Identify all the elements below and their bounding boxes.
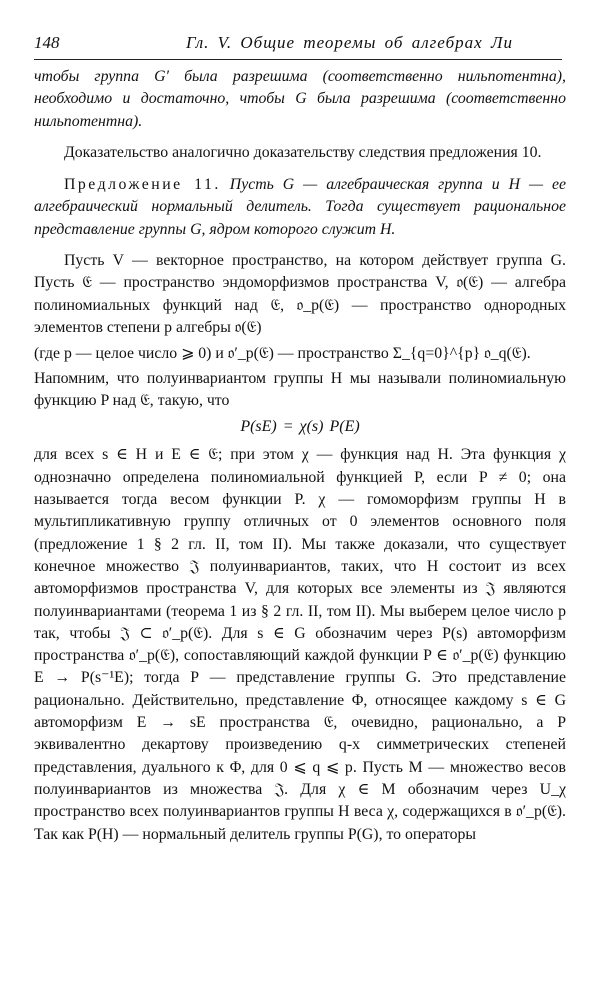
proposition-11 [34,174,566,241]
paragraph-semi-invariant: Напомним, что полуинвариантом группы H мы называли полиномиальную функцию P над 𝔈, такую, что [34,369,566,409]
paragraph-sum-definition: (где p — целое число ⩾ 0) и 𝔬′_p(𝔈) — пространство Σ_{q=0}^{p} 𝔬_q(𝔈). [34,345,531,363]
page-body [34,66,566,846]
paragraph-proof-setup: Пусть V — векторное пространство, на котором действует группа G. Пусть 𝔈 — пространство эндоморфизмов пространства V, 𝔬(𝔈) — алгебра полиномиальных функций над 𝔈, 𝔬_p(𝔈) — пространство однородных элементов степени p алгебры 𝔬(𝔈) [34,252,566,336]
paragraph-proof-note: Доказательство аналогично доказательству следствия предложения 10. [64,143,542,161]
proposition-label: Предложение 11. [64,176,221,194]
formula-semi-invariant: P(sE) = χ(s) P(E) [240,418,360,436]
paragraph-corollary-continuation: чтобы группа G′ была разрешима (соответственно нильпотентна), необходимо и достаточно, чтобы G была разрешима (соответственно нильпотентна). [34,68,566,130]
header-rule [34,59,562,60]
proposition-statement: Пусть G — алгебраическая группа и H — ее алгебраический нормальный делитель. Тогда существует рациональное представление группы G, ядром которого служит H. [34,176,567,238]
paragraph-main-proof: для всех s ∈ H и E ∈ 𝔈; при этом χ — функция над H. Эта функция χ однозначно определена полиномиальной функцией P, если P ≠ 0; она называется тогда весом функции P. χ — гомоморфизм группы H в мультипликативную группу отличных от 0 элементов основного поля (предложение 1 § 2 гл. II, том II). Мы также доказали, что существует конечное множество 𝔍 полуинвариантов, таких, что H состоит из всех автоморфизмов пространства V, для которых все элементы из 𝔍 являются полуинвариантами (теорема 1 из § 2 гл. II, том II). Мы выберем целое число p так, чтобы 𝔍 ⊂ 𝔬′_p(𝔈). Для s ∈ G обозначим через Ρ(s) автоморфизм пространства 𝔬′_p(𝔈), сопоставляющий каждой функции P ∈ 𝔬′_p(𝔈) функцию E → P(s⁻¹E); тогда Ρ — представление группы G. Это представление рационально. Действительно, представление Φ, относящее каждому s ∈ G автоморфизм E → sE пространства 𝔈, очевидно, рационально, а Ρ эквивалентно декартову произведению q-х симметрических степеней представления, дуального к Φ, для 0 ⩽ q ⩽ p. Пусть M — множество весов полуинвариантов из множества 𝔍. Для χ ∈ M обозначим через U_χ пространство всех полуинвариантов группы H веса χ, содержащихся в 𝔬′_p(𝔈). Так как Ρ(H) — нормальный делитель группы Ρ(G), то операторы [34,446,566,843]
page-header [34,33,564,55]
page-number: 148 [34,33,60,52]
running-title: Гл. V. Общие теоремы об алгебрах Ли [186,33,513,52]
